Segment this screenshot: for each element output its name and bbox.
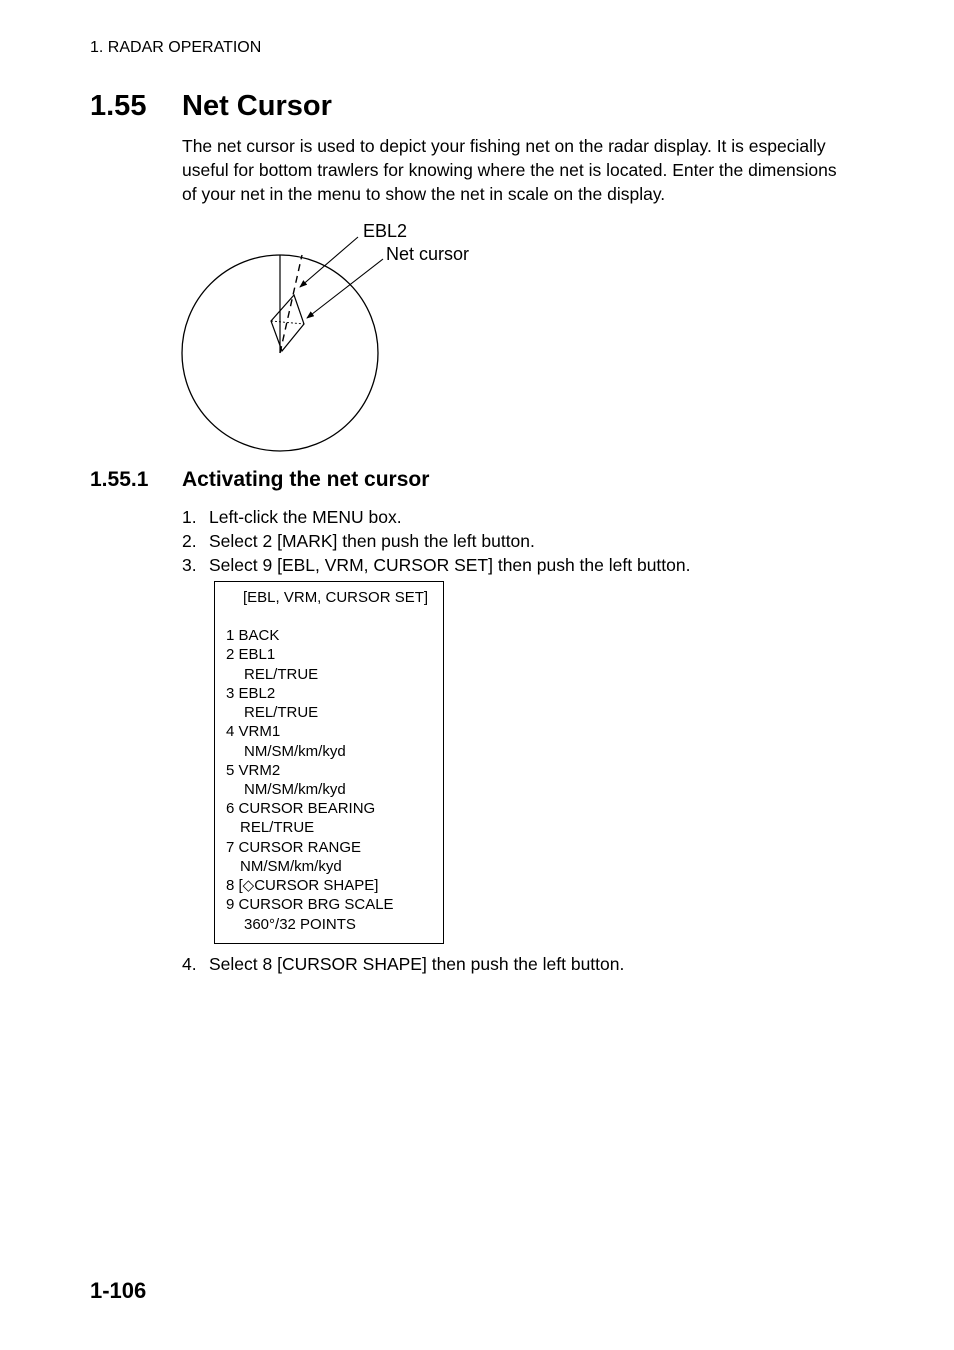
net-cursor-label: Net cursor bbox=[386, 244, 470, 264]
menu-item-cursor-range: 7 CURSOR RANGE bbox=[226, 839, 362, 856]
menu-item-cursor-shape: 8 [◇CURSOR SHAPE] bbox=[226, 877, 379, 894]
ebl2-line bbox=[280, 255, 302, 353]
net-cursor-leader bbox=[307, 259, 383, 318]
menu-screen-box bbox=[214, 581, 444, 944]
step-number: 4. bbox=[182, 954, 197, 974]
menu-item-vrm2-value: NM/SM/km/kyd bbox=[244, 781, 346, 798]
menu-item-vrm1-value: NM/SM/km/kyd bbox=[244, 743, 346, 760]
net-cursor-figure bbox=[170, 215, 500, 465]
page-number: 1-106 bbox=[90, 1278, 147, 1303]
step-text: Select 9 [EBL, VRM, CURSOR SET] then push the left button. bbox=[209, 555, 691, 575]
menu-title: [EBL, VRM, CURSOR SET] bbox=[243, 589, 429, 606]
menu-item-vrm1: 4 VRM1 bbox=[226, 723, 281, 740]
step-text: Left-click the MENU box. bbox=[209, 507, 402, 527]
menu-item-cursor-bearing: 6 CURSOR BEARING bbox=[226, 800, 376, 817]
running-head: 1. RADAR OPERATION bbox=[90, 39, 262, 56]
section-title: Net Cursor bbox=[182, 90, 332, 122]
subsection-title: Activating the net cursor bbox=[182, 468, 430, 491]
menu-item-cursor-bearing-value: REL/TRUE bbox=[240, 819, 315, 836]
step-number: 2. bbox=[182, 531, 197, 551]
menu-item-ebl2: 3 EBL2 bbox=[226, 685, 276, 702]
menu-item-back: 1 BACK bbox=[226, 627, 280, 644]
menu-item-ebl1-value: REL/TRUE bbox=[244, 666, 319, 683]
menu-item-cursor-range-value: NM/SM/km/kyd bbox=[240, 858, 342, 875]
step-text: Select 2 [MARK] then push the left button. bbox=[209, 531, 535, 551]
menu-item-cursor-brg-scale-value: 360°/32 POINTS bbox=[244, 916, 356, 933]
menu-item-ebl2-value: REL/TRUE bbox=[244, 704, 319, 721]
step-number: 1. bbox=[182, 507, 197, 527]
step-1 bbox=[182, 505, 402, 529]
net-cursor-shape bbox=[271, 295, 304, 351]
ebl2-label: EBL2 bbox=[363, 221, 408, 241]
step-2 bbox=[182, 529, 535, 553]
subsection-number: 1.55.1 bbox=[90, 468, 149, 491]
menu-item-ebl1: 2 EBL1 bbox=[226, 646, 276, 663]
step-4 bbox=[182, 952, 624, 976]
intro-paragraph: The net cursor is used to depict your fishing net on the radar display. It is especially useful for bottom trawlers for knowing where the net is located. Enter the dimensions of your net in the menu to show the net in scale on the display. bbox=[182, 136, 837, 204]
step-text: Select 8 [CURSOR SHAPE] then push the left button. bbox=[209, 954, 625, 974]
step-number: 3. bbox=[182, 555, 197, 575]
step-3 bbox=[182, 553, 690, 577]
section-number: 1.55 bbox=[90, 90, 147, 122]
ebl2-leader bbox=[300, 237, 358, 287]
net-cursor-mouth bbox=[271, 321, 304, 324]
menu-item-vrm2: 5 VRM2 bbox=[226, 762, 281, 779]
menu-item-cursor-brg-scale: 9 CURSOR BRG SCALE bbox=[226, 896, 394, 913]
